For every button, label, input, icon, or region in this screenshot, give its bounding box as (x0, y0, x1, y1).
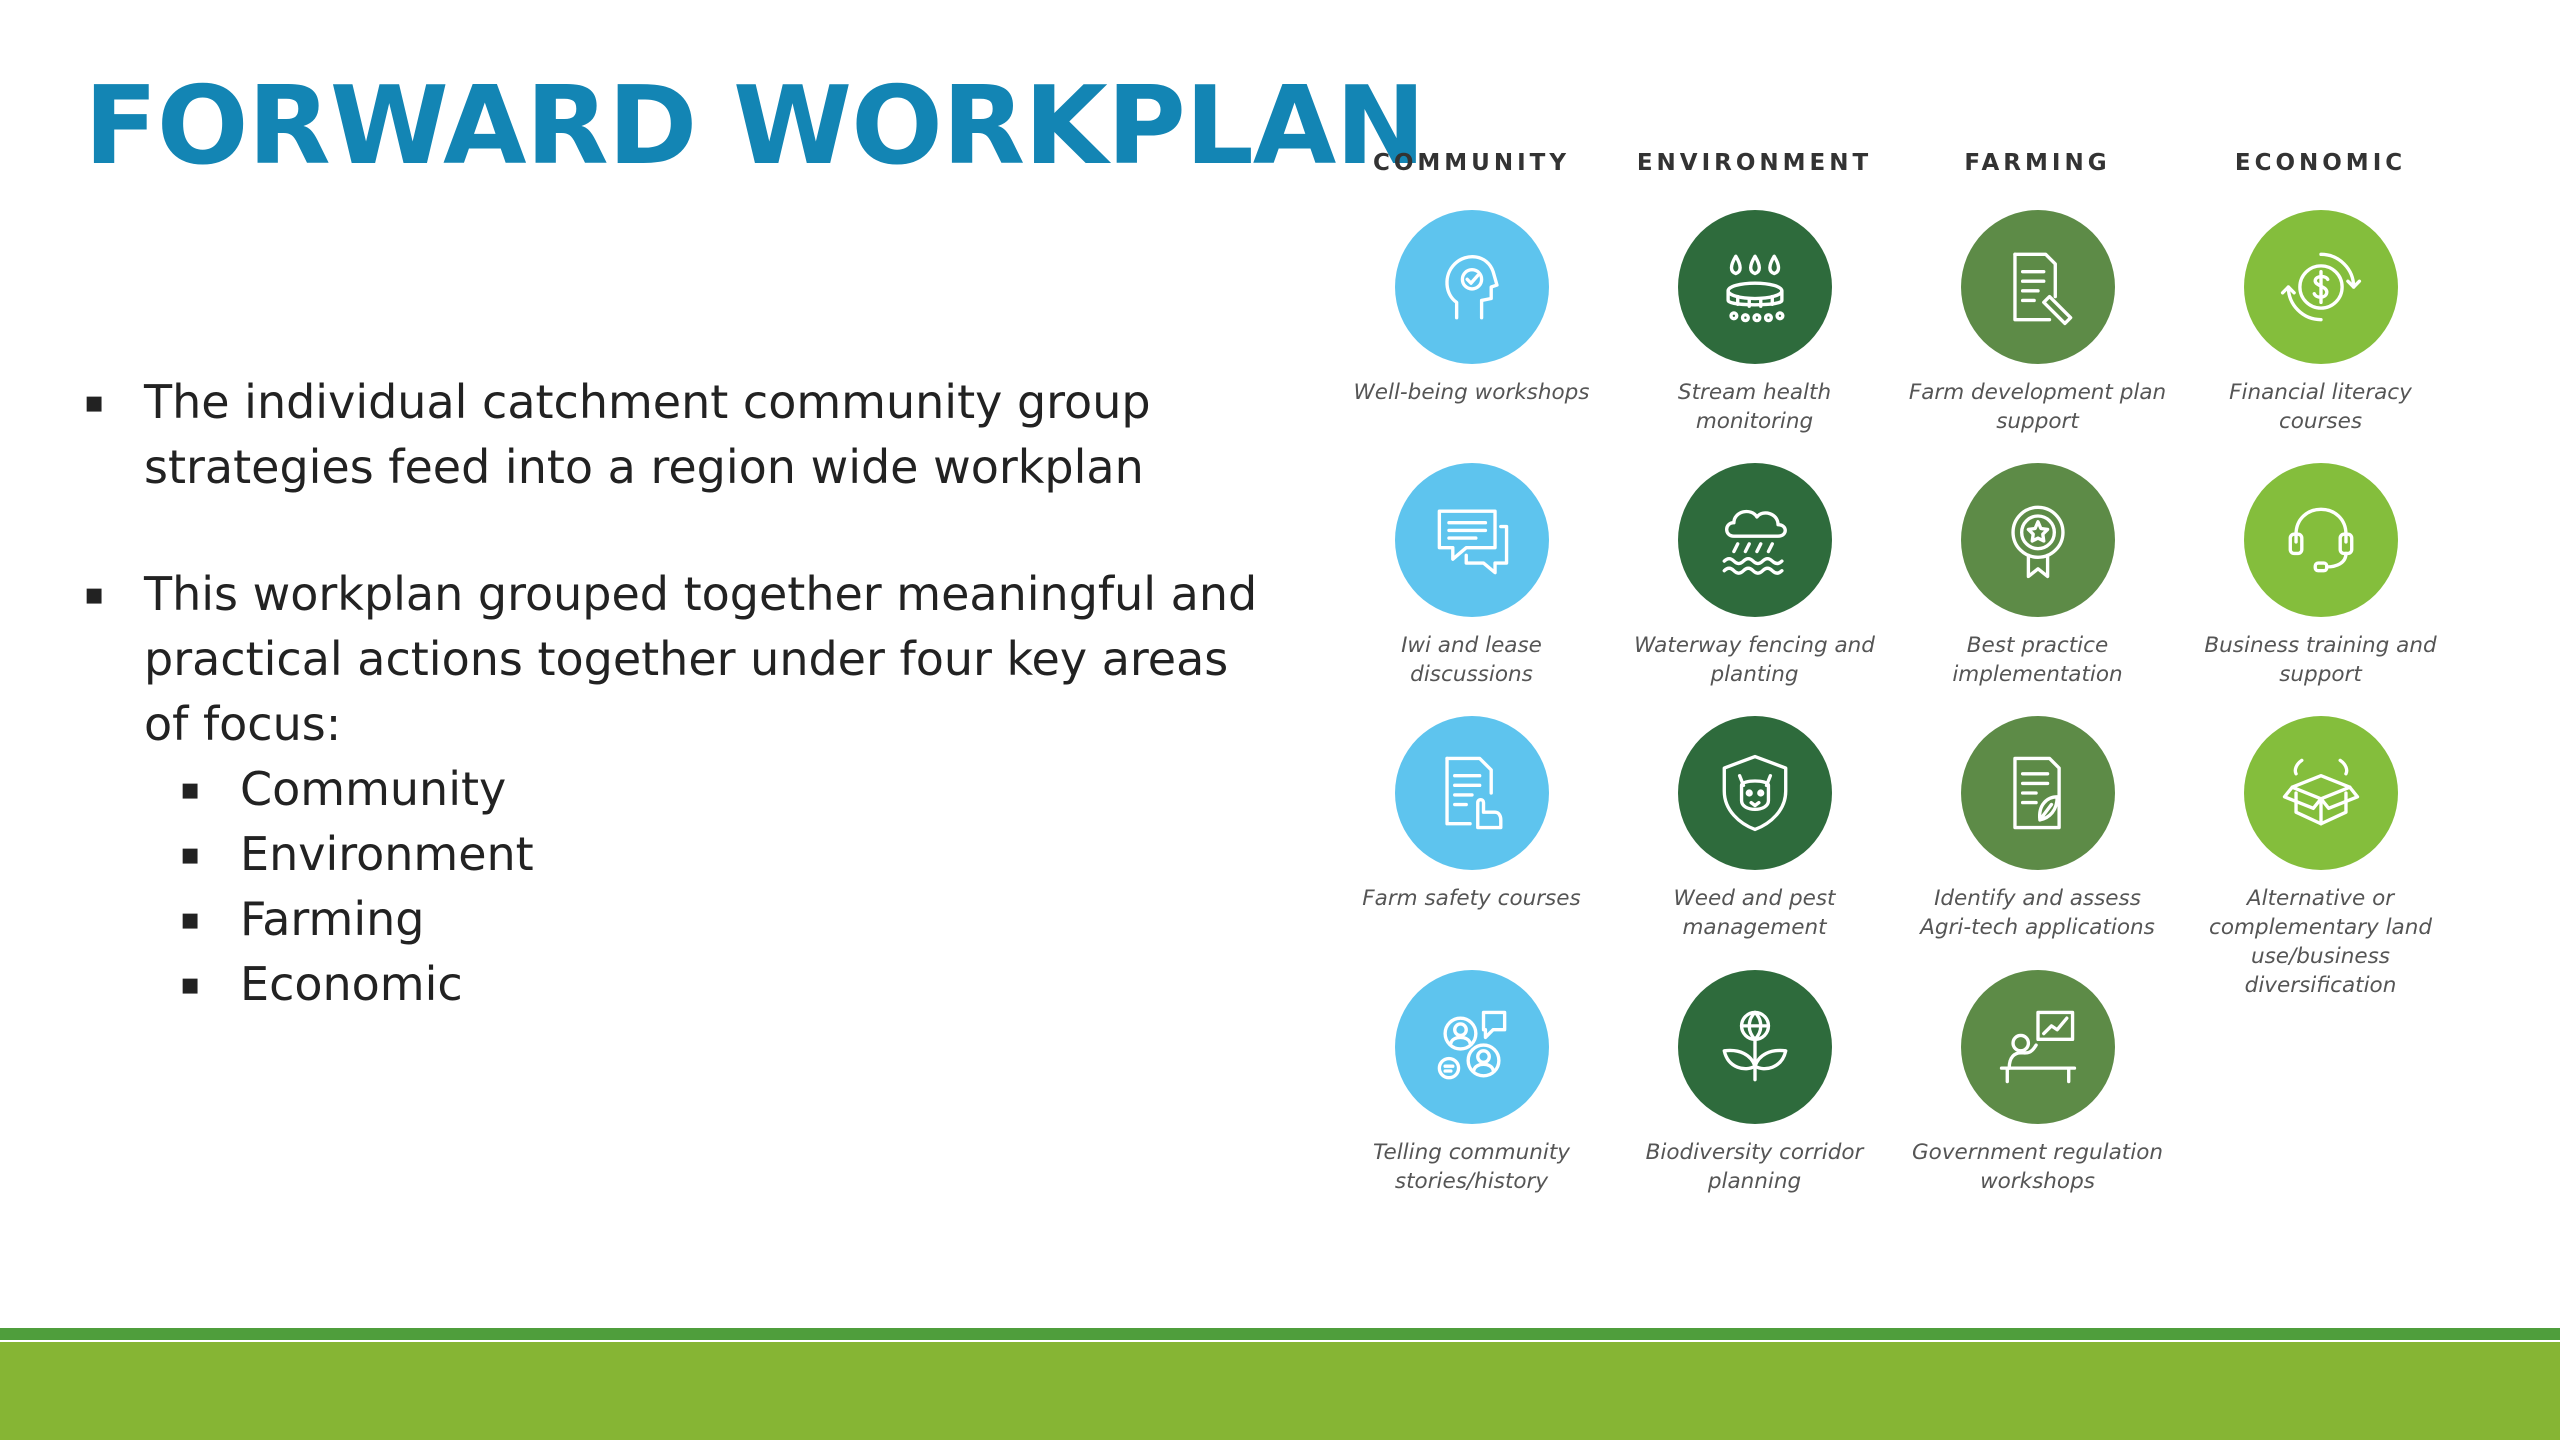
document-hand-icon (1395, 716, 1549, 870)
sub-bullet-item (180, 757, 1284, 822)
action-item (1896, 716, 2179, 1000)
action-item (1330, 716, 1613, 1000)
action-label: Farm safety courses (1362, 886, 1581, 911)
bullet-text: This workplan grouped together meaningful and practical actions together under four key areas of focus: (144, 567, 1258, 751)
action-label: Government regulation workshops (1912, 1140, 2163, 1194)
action-label: Telling community stories/history (1373, 1140, 1570, 1194)
infographic-row (1330, 463, 2470, 689)
presenter-chart-icon (1961, 970, 2115, 1124)
footer-bar (0, 1342, 2560, 1440)
action-item (2179, 716, 2462, 1000)
bullet-marker: ▪ (84, 385, 105, 420)
action-item (1896, 970, 2179, 1196)
sub-bullet-item (180, 887, 1284, 952)
bullet-list (84, 370, 1284, 1017)
action-label: Stream health monitoring (1677, 380, 1832, 434)
action-label: Financial literacy courses (2229, 380, 2412, 434)
action-label: Waterway fencing and planting (1634, 633, 1875, 687)
open-box-icon (2244, 716, 2398, 870)
action-item (2179, 210, 2462, 436)
action-label: Best practice implementation (1952, 633, 2123, 687)
action-label: Business training and support (2204, 633, 2437, 687)
sub-bullet-item (180, 822, 1284, 887)
column-headers (1330, 150, 2470, 176)
action-item (1330, 210, 1613, 436)
action-item (1330, 463, 1613, 689)
action-label: Iwi and lease discussions (1401, 633, 1542, 687)
action-label: Alternative or complementary land use/business diversification (2209, 886, 2432, 998)
footer-divider (0, 1328, 2560, 1340)
sub-bullet-text: Farming (240, 892, 425, 946)
people-speech-icon (1395, 970, 1549, 1124)
action-item (1613, 716, 1896, 1000)
dollar-cycle-icon (2244, 210, 2398, 364)
action-item (1896, 210, 2179, 436)
action-item (1613, 463, 1896, 689)
action-item (1330, 970, 1613, 1196)
column-header-environment: ENVIRONMENT (1636, 150, 1873, 176)
column-header-community: COMMUNITY (1372, 150, 1571, 176)
action-label: Biodiversity corridor planning (1645, 1140, 1864, 1194)
page-title: FORWARD WORKPLAN (84, 64, 1425, 189)
water-drops-icon (1678, 210, 1832, 364)
sub-bullet-text: Community (240, 762, 507, 816)
chat-bubbles-icon (1395, 463, 1549, 617)
action-infographic (1330, 150, 2470, 1194)
bullet-text: The individual catchment community group strategies feed into a region wide workplan (144, 375, 1151, 494)
document-pen-icon (1961, 210, 2115, 364)
bullet-item (84, 562, 1284, 757)
award-ribbon-icon (1961, 463, 2115, 617)
action-label: Farm development plan support (1908, 380, 2167, 434)
action-label: Identify and assess Agri-tech applications (1920, 886, 2155, 940)
action-label: Weed and pest management (1673, 886, 1836, 940)
bullet-marker: ▪ (180, 837, 201, 872)
action-item (1613, 210, 1896, 436)
bullet-marker: ▪ (84, 577, 105, 612)
action-label: Well-being workshops (1353, 380, 1590, 405)
column-header-farming: FARMING (1964, 150, 2111, 176)
bullet-marker: ▪ (180, 772, 201, 807)
infographic-row (1330, 970, 2470, 1196)
infographic-row (1330, 716, 2470, 1000)
bullet-marker: ▪ (180, 967, 201, 1002)
column-header-economic: ECONOMIC (2234, 150, 2407, 176)
globe-plant-icon (1678, 970, 1832, 1124)
infographic-row (1330, 210, 2470, 436)
action-item (1613, 970, 1896, 1196)
sub-bullet-text: Environment (240, 827, 534, 881)
sub-bullet-item (180, 952, 1284, 1017)
head-check-icon (1395, 210, 1549, 364)
headset-icon (2244, 463, 2398, 617)
bullet-item (84, 370, 1284, 500)
action-item (1896, 463, 2179, 689)
sub-bullet-text: Economic (240, 957, 463, 1011)
rain-cloud-icon (1678, 463, 1832, 617)
bullet-marker: ▪ (180, 902, 201, 937)
animal-shield-icon (1678, 716, 1832, 870)
action-item (2179, 463, 2462, 689)
document-leaf-icon (1961, 716, 2115, 870)
